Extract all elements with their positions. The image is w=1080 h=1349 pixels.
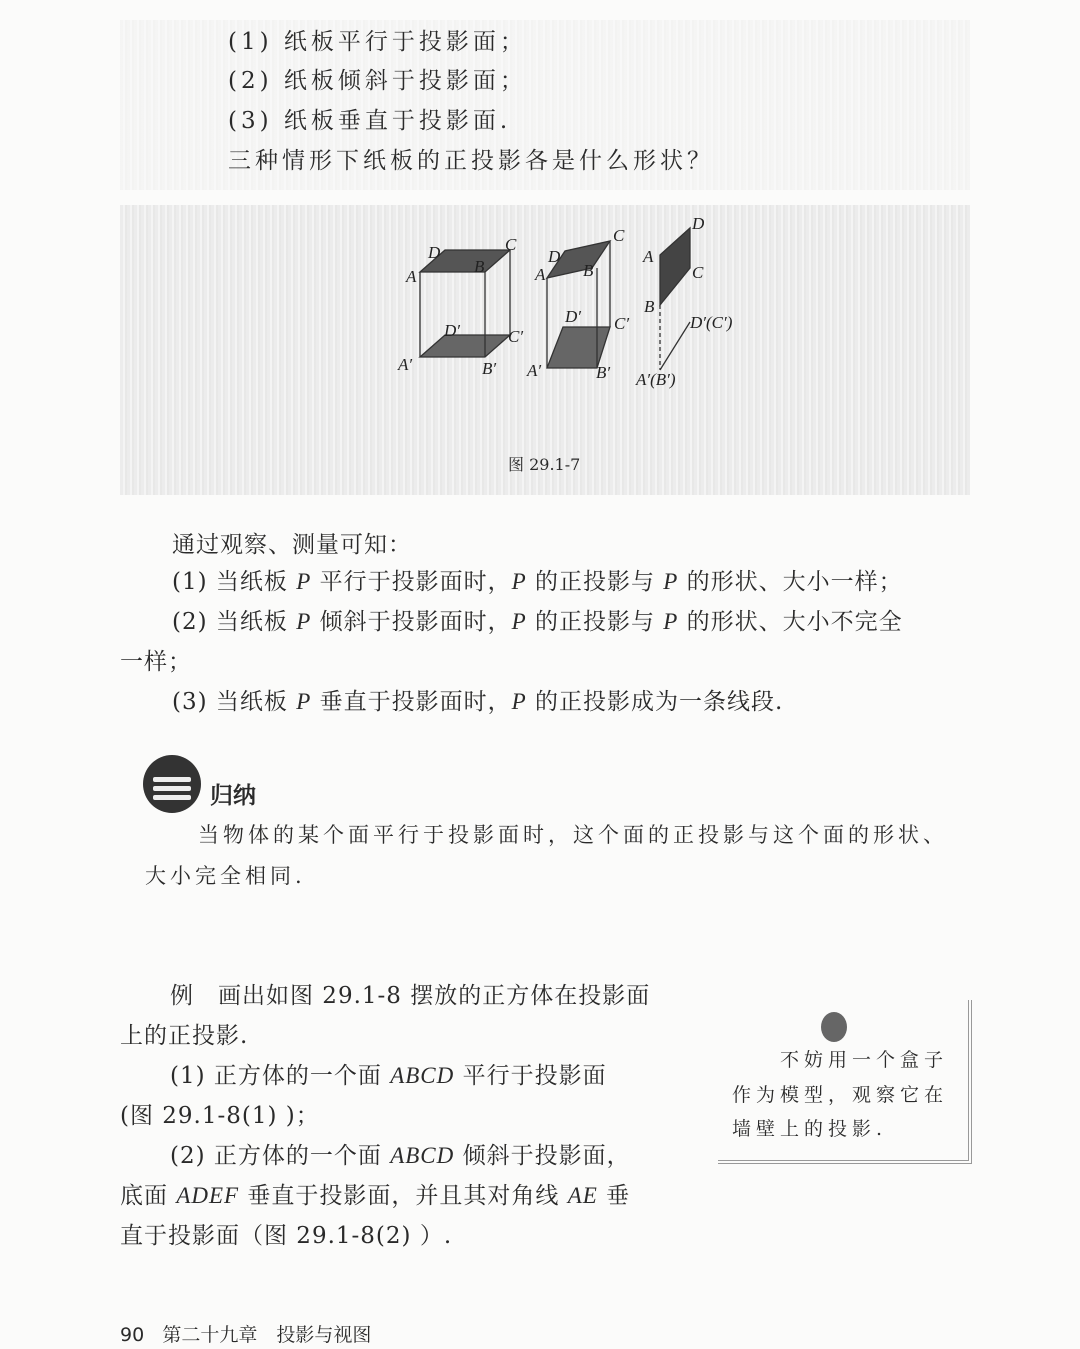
svg-text:D′: D′ [444,321,460,340]
example-text: 底面 ADEF 垂直于投影面，并且其对角线 AE 垂 [120,1183,631,1209]
list-item: (2) 纸板倾斜于投影面； [228,68,527,94]
svg-text:A: A [643,247,654,266]
page-footer [120,1320,371,1347]
svg-text:D′: D′ [565,307,581,326]
pear-icon [821,1012,847,1042]
svg-text:B′: B′ [482,359,497,378]
svg-text:B: B [474,257,485,276]
summary-text: 大小完全相同. [145,864,306,888]
page-number: 90 [120,1324,145,1346]
example-text: (图 29.1-8(1) )； [120,1103,320,1129]
example-text: 直于投影面（图 29.1-8(2) ）. [120,1223,453,1249]
list-item: (3) 纸板垂直于投影面. [228,108,512,134]
observation-item-cont: 一样； [120,649,192,675]
chapter-title: 第二十九章 投影与视图 [162,1324,372,1346]
books-icon [143,755,201,813]
svg-text:D: D [692,214,705,233]
summary-heading: 归纳 [210,783,256,809]
plate-projection [420,335,510,357]
vertical-plate [660,228,690,305]
svg-text:C′: C′ [614,314,630,333]
svg-text:B: B [583,261,594,280]
observation-intro: 通过观察、测量可知： [172,532,412,558]
svg-text:B: B [644,297,655,316]
observation-item: (3) 当纸板 P 垂直于投影面时，P 的正投影成为一条线段. [172,689,784,715]
svg-text:C: C [505,235,517,254]
figure-caption: 图 29.1-7 [508,455,581,474]
svg-text:A′: A′ [398,355,413,374]
svg-text:D: D [548,247,561,266]
tilted-projection [547,327,610,368]
example-text: 上的正投影. [120,1023,249,1049]
svg-text:C: C [692,263,704,282]
svg-text:A: A [535,265,546,284]
summary-text: 当物体的某个面平行于投影面时，这个面的正投影与这个面的形状、 [198,823,948,847]
list-item: (1) 纸板平行于投影面； [228,29,527,55]
note-text: 作为模型，观察它在 [732,1084,949,1106]
example-text: (2) 正方体的一个面 ABCD 倾斜于投影面， [170,1143,631,1169]
svg-text:C′: C′ [508,327,524,346]
svg-text:A′: A′ [527,361,542,380]
svg-text:D′(C′): D′(C′) [690,313,733,332]
example-text: 例 画出如图 29.1-8 摆放的正方体在投影面 [170,983,651,1009]
svg-text:D: D [428,243,441,262]
svg-text:A: A [406,267,417,286]
figure-29-1-7 [0,0,1080,500]
question: 三种情形下纸板的正投影各是什么形状？ [228,148,714,174]
example-text: (1) 正方体的一个面 ABCD 平行于投影面 [170,1063,607,1089]
svg-text:C: C [613,226,625,245]
svg-text:B′: B′ [596,363,611,382]
margin-note [718,1000,972,1164]
svg-text:A′(B′): A′(B′) [636,370,676,389]
note-text: 不妨用一个盒子 [780,1049,949,1071]
note-text: 墙壁上的投影. [732,1118,888,1140]
observation-item: (1) 当纸板 P 平行于投影面时，P 的正投影与 P 的形状、大小一样； [172,569,903,595]
observation-item: (2) 当纸板 P 倾斜于投影面时，P 的正投影与 P 的形状、大小不完全 [172,609,903,635]
